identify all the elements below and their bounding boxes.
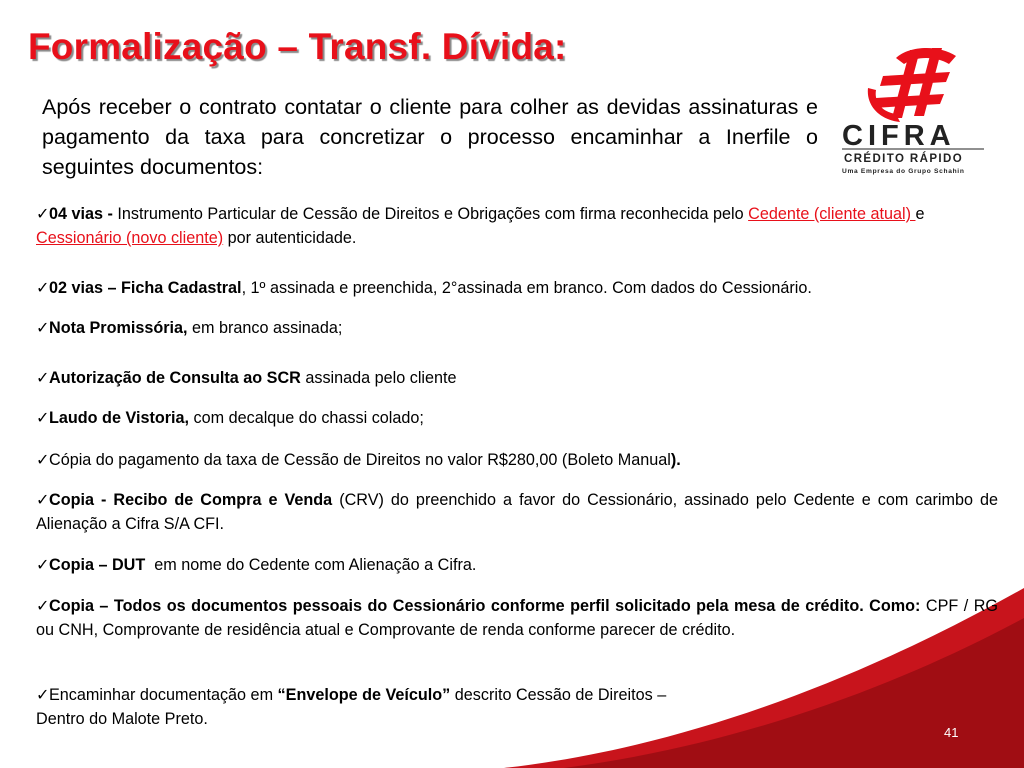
intro-paragraph: Após receber o contrato contatar o cliente para colher as devidas assinaturas e pagamento da taxa para concretizar o processo encaminhar a Inerfile o seguintes documentos: (42, 95, 818, 179)
logo-name: CIFRA (842, 120, 956, 152)
logo-tagline: CRÉDITO RÁPIDO (844, 153, 964, 165)
checkmark-icon: ✓ (36, 279, 50, 297)
cedente-link[interactable]: Cedente (cliente atual) (748, 205, 916, 223)
list-item: ✓Autorização de Consulta ao SCR assinada pelo cliente (36, 366, 998, 390)
cessionario-link[interactable]: Cessionário (novo cliente) (36, 229, 224, 247)
cifra-logo (838, 42, 988, 177)
list-item: ✓Encaminhar documentação em “Envelope de Veículo” descrito Cessão de Direitos – Dentro do Malote Preto. (36, 683, 998, 731)
page-title: Formalização – Transf. Dívida: (28, 26, 567, 67)
checkmark-icon: ✓ (36, 686, 50, 704)
list-item: ✓Copia – DUT em nome do Cedente com Alienação a Cifra. (36, 553, 998, 577)
checkmark-icon: ✓ (36, 491, 50, 509)
list-item: ✓Cópia do pagamento da taxa de Cessão de Direitos no valor R$280,00 (Boleto Manual). (36, 448, 998, 472)
list-item: ✓Nota Promissória, em branco assinada; (36, 316, 998, 340)
list-item: ✓04 vias - Instrumento Particular de Cessão de Direitos e Obrigações com firma reconhecida pelo Cedente (cliente atual) e Cessionário (novo cliente) por autenticidade. (36, 202, 998, 250)
checkmark-icon: ✓ (36, 451, 50, 469)
checkmark-icon: ✓ (36, 597, 50, 615)
checkmark-icon: ✓ (36, 319, 50, 337)
list-item: ✓Copia – Todos os documentos pessoais do Cessionário conforme perfil solicitado pela mesa de crédito. Como: CPF / RG ou CNH, Comprovante de residência atual e Comprovante de renda conforme parecer de crédito. (36, 594, 998, 642)
list-item: ✓02 vias – Ficha Cadastral, 1º assinada e preenchida, 2°assinada em branco. Com dados do Cessionário. (36, 276, 998, 300)
list-item: ✓Copia - Recibo de Compra e Venda (CRV) do preenchido a favor do Cessionário, assinado pelo Cedente e com carimbo de Alienação a Cifra S/A CFI. (36, 488, 998, 536)
list-item: ✓Laudo de Vistoria, com decalque do chassi colado; (36, 406, 998, 430)
logo-subtitle: Uma Empresa do Grupo Schahin (842, 168, 965, 175)
checkmark-icon: ✓ (36, 205, 50, 223)
checkmark-icon: ✓ (36, 556, 50, 574)
cifra-emblem-icon (868, 48, 956, 122)
page-number: 41 (944, 725, 959, 740)
checkmark-icon: ✓ (36, 409, 50, 427)
checkmark-icon: ✓ (36, 369, 50, 387)
